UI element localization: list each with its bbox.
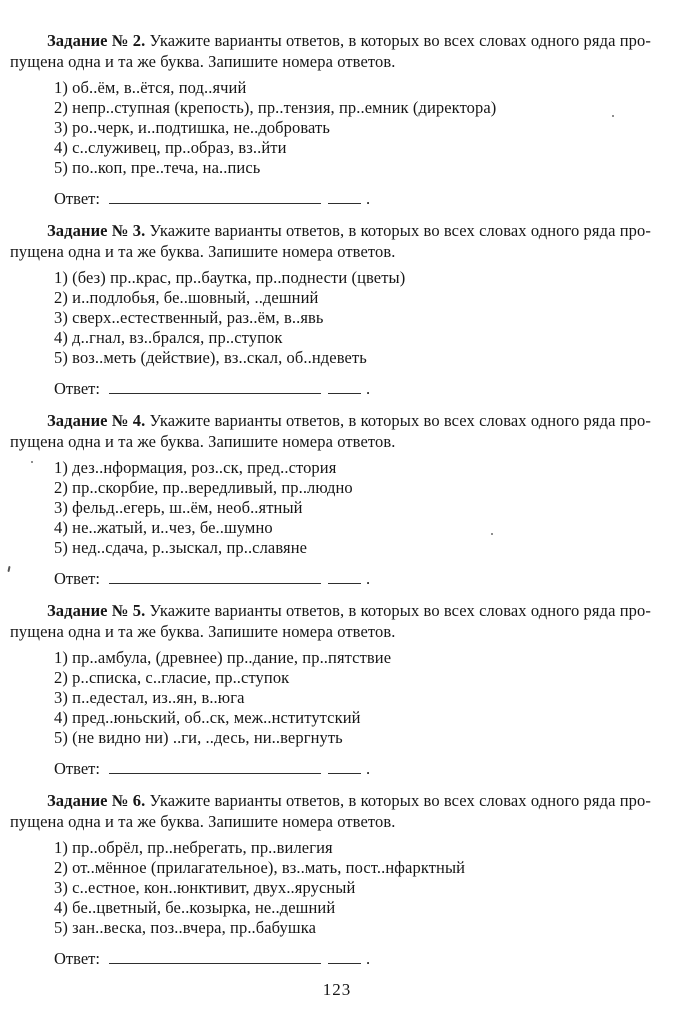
task-option: 3) сверх..естественный, раз..ём, в..явь [54, 308, 324, 327]
task-option: 1) (без) пр..крас, пр..баутка, пр..поднести (цветы) [54, 268, 406, 287]
answer-blank-line [109, 189, 321, 204]
answer-blank-line-tail [328, 379, 361, 394]
task-option: 2) р..списка, с..гласие, пр..ступок [54, 668, 290, 687]
task-option: 1) дез..нформация, роз..ск, пред..стория [54, 458, 337, 477]
task-5 [10, 600, 664, 779]
scan-artifact [491, 533, 493, 535]
task-4-heading-line1 [10, 410, 664, 431]
task-4-heading-text2: пущена одна и та же буква. Запишите номера ответов. [10, 432, 396, 451]
task-5-options [54, 648, 664, 748]
task-5-heading [10, 600, 664, 642]
task-option: 3) ро..черк, и..подтишка, не..добровать [54, 118, 330, 137]
answer-period: . [365, 189, 371, 208]
task-6-heading-line1 [10, 790, 664, 811]
answer-label: Ответ: [54, 189, 100, 208]
answer-period: . [365, 379, 371, 398]
task-option: 2) и..подлобья, бе..шовный, ..дешний [54, 288, 319, 307]
task-2-options [54, 78, 664, 178]
task-6-answer-line [54, 949, 664, 969]
task-4-heading [10, 410, 664, 452]
task-option: 2) от..мённое (прилагательное), вз..мать, пост..нфарктный [54, 858, 466, 877]
scan-artifact [31, 461, 33, 463]
task-option: 4) с..служивец, пр..образ, вз..йти [54, 138, 287, 157]
task-3-heading-text1: Укажите варианты ответов, в которых во всех словах одного ряда про- [149, 221, 651, 240]
task-4-heading-text1: Укажите варианты ответов, в которых во всех словах одного ряда про- [149, 411, 651, 430]
task-3-heading [10, 220, 664, 262]
task-option: 5) по..коп, пре..теча, на..пись [54, 158, 261, 177]
answer-blank-line [109, 379, 321, 394]
task-3-answer-line [54, 379, 664, 399]
task-6-label: Задание № 6. [47, 791, 146, 810]
task-4-options [54, 458, 664, 558]
task-option: 4) не..жатый, и..чез, бе..шумно [54, 518, 273, 537]
answer-blank-line-tail [328, 949, 361, 964]
answer-label: Ответ: [54, 759, 100, 778]
answer-period: . [365, 949, 371, 968]
task-option: 5) нед..сдача, р..зыскал, пр..славяне [54, 538, 308, 557]
task-option: 3) фельд..егерь, ш..ём, необ..ятный [54, 498, 303, 517]
answer-blank-line [109, 949, 321, 964]
answer-label: Ответ: [54, 569, 100, 588]
task-option: 4) пред..юньский, об..ск, меж..нститутский [54, 708, 361, 727]
answer-blank-line [109, 569, 321, 584]
task-2-label: Задание № 2. [47, 31, 146, 50]
task-option: 5) зан..веска, поз..вчера, пр..бабушка [54, 918, 316, 937]
task-2-heading [10, 30, 664, 72]
task-3 [10, 220, 664, 399]
task-5-heading-text2: пущена одна и та же буква. Запишите номера ответов. [10, 622, 396, 641]
answer-blank-line-tail [328, 759, 361, 774]
task-3-heading-text2: пущена одна и та же буква. Запишите номера ответов. [10, 242, 396, 261]
task-4 [10, 410, 664, 589]
task-6-options [54, 838, 664, 938]
task-2-answer-line [54, 189, 664, 209]
task-5-heading-text1: Укажите варианты ответов, в которых во всех словах одного ряда про- [149, 601, 651, 620]
scan-artifact [612, 115, 614, 117]
page-number: 123 [322, 980, 352, 999]
task-3-heading-line1 [10, 220, 664, 241]
task-option: 1) об..ём, в..ётся, под..ячий [54, 78, 247, 97]
task-option: 2) пр..скорбие, пр..вередливый, пр..людно [54, 478, 353, 497]
task-option: 1) пр..обрёл, пр..небрегать, пр..вилегия [54, 838, 333, 857]
task-3-options [54, 268, 664, 368]
task-4-label: Задание № 4. [47, 411, 146, 430]
task-5-answer-line [54, 759, 664, 779]
task-option: 3) п..едестал, из..ян, в..юга [54, 688, 245, 707]
task-option: 5) воз..меть (действие), вз..скал, об..ндеветь [54, 348, 367, 367]
task-option: 2) непр..ступная (крепость), пр..тензия, пр..емник (директора) [54, 98, 497, 117]
task-6 [10, 790, 664, 969]
answer-period: . [365, 569, 371, 588]
answer-period: . [365, 759, 371, 778]
task-option: 4) бе..цветный, бе..козырка, не..дешний [54, 898, 336, 917]
task-option: 5) (не видно ни) ..ги, ..десь, ни..вергнуть [54, 728, 343, 747]
answer-label: Ответ: [54, 379, 100, 398]
task-3-label: Задание № 3. [47, 221, 146, 240]
task-2-heading-text1: Укажите варианты ответов, в которых во всех словах одного ряда про- [149, 31, 651, 50]
task-2-heading-line1 [10, 30, 664, 51]
task-6-heading [10, 790, 664, 832]
task-5-heading-line1 [10, 600, 664, 621]
task-5-label: Задание № 5. [47, 601, 146, 620]
answer-blank-line-tail [328, 569, 361, 584]
answer-blank-line [109, 759, 321, 774]
task-4-answer-line [54, 569, 664, 589]
task-option: 1) пр..амбула, (древнее) пр..дание, пр..пятствие [54, 648, 392, 667]
task-6-heading-text2: пущена одна и та же буква. Запишите номера ответов. [10, 812, 396, 831]
task-option: 4) д..гнал, вз..брался, пр..ступок [54, 328, 283, 347]
task-option: 3) с..естное, кон..юнктивит, двух..ярусный [54, 878, 356, 897]
answer-label: Ответ: [54, 949, 100, 968]
answer-blank-line-tail [328, 189, 361, 204]
task-2-heading-text2: пущена одна и та же буква. Запишите номера ответов. [10, 52, 396, 71]
task-2 [10, 30, 664, 209]
task-6-heading-text1: Укажите варианты ответов, в которых во всех словах одного ряда про- [149, 791, 651, 810]
